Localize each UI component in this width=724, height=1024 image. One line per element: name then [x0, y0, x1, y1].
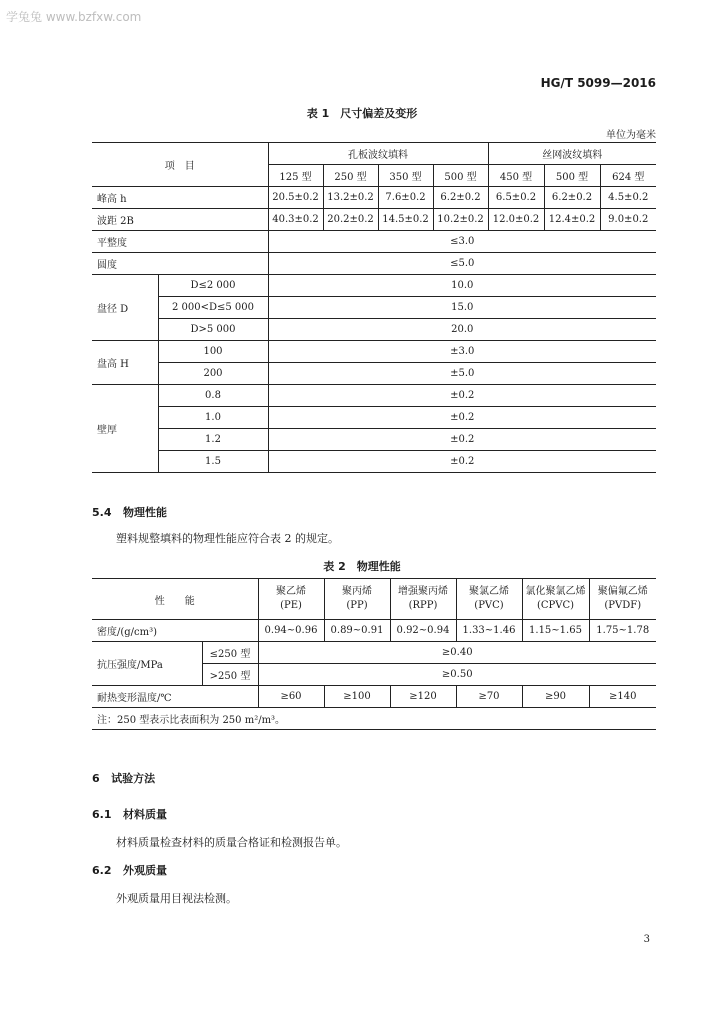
table1-cond: 0.8	[158, 385, 268, 407]
section-title: 外观质量	[123, 864, 167, 877]
flatness-value: ≤3.0	[268, 231, 656, 253]
wall-thickness-label: 壁厚	[92, 385, 158, 473]
table2-cell: ≥90	[522, 686, 589, 708]
table1-cell: 6.2±0.2	[433, 187, 488, 209]
table1-cell: 9.0±0.2	[600, 209, 656, 231]
table1-model: 350 型	[378, 165, 433, 187]
table2-header-row	[92, 579, 656, 620]
section-heading-6-1	[92, 806, 167, 822]
table1-cond: 100	[158, 341, 268, 363]
table1-cond: D≤2 000	[158, 275, 268, 297]
material-header: 氯化聚氯乙烯 (CPVC)	[522, 579, 589, 620]
table1-cell: ±3.0	[268, 341, 656, 363]
section-number: 6.2	[92, 864, 112, 877]
table1-cell: 15.0	[268, 297, 656, 319]
standard-number: HG/T 5099—2016	[540, 76, 656, 90]
table1-cond: 1.2	[158, 429, 268, 451]
table2-physical-properties	[92, 578, 656, 730]
table2-cell: ≥120	[390, 686, 456, 708]
table2-cell: 1.33~1.46	[456, 620, 522, 642]
table1-cell: 6.2±0.2	[544, 187, 600, 209]
table1-model: 500 型	[433, 165, 488, 187]
table1-row-peak	[92, 187, 656, 209]
table1-cell: 13.2±0.2	[323, 187, 378, 209]
table1-cond: D>5 000	[158, 319, 268, 341]
table1-cond: 1.0	[158, 407, 268, 429]
watermark: 学兔兔 www.bzfxw.com	[6, 10, 142, 24]
table1-row-disc-dia	[92, 319, 656, 341]
table1-cell: 7.6±0.2	[378, 187, 433, 209]
table2-cond: ≤250 型	[202, 642, 258, 664]
density-label: 密度/(g/cm³)	[92, 620, 258, 642]
paragraph-5-4: 塑料规整填料的物理性能应符合表 2 的规定。	[116, 532, 339, 545]
material-header: 聚丙烯 (PP)	[324, 579, 390, 620]
table2-cell: ≥60	[258, 686, 324, 708]
heat-deflection-label: 耐热变形温度/℃	[92, 686, 258, 708]
table2-cell: ≥100	[324, 686, 390, 708]
table1-cell: 6.5±0.2	[488, 187, 544, 209]
table1-cell: ±5.0	[268, 363, 656, 385]
table2-cell: ≥0.50	[258, 664, 656, 686]
table1-cell: 20.0	[268, 319, 656, 341]
section-number: 6	[92, 772, 100, 785]
disc-diameter-label: 盘径 D	[92, 275, 158, 341]
table1-dimensional-deviation	[92, 142, 656, 473]
table2-row-heat	[92, 686, 656, 708]
table2-row-compress	[92, 642, 656, 664]
table1-group-perforated: 孔板波纹填料	[268, 143, 488, 165]
table2-cell: ≥140	[589, 686, 656, 708]
table1-cell: ±0.2	[268, 429, 656, 451]
table2-cell: 1.15~1.65	[522, 620, 589, 642]
table1-row-disc-dia	[92, 297, 656, 319]
section-title: 物理性能	[123, 506, 167, 519]
roundness-label: 圆度	[92, 253, 268, 275]
table2-cell: 0.89~0.91	[324, 620, 390, 642]
table1-row-roundness	[92, 253, 656, 275]
table1-cond: 200	[158, 363, 268, 385]
table2-cell: 1.75~1.78	[589, 620, 656, 642]
table1-row-wall	[92, 385, 656, 407]
section-number: 6.1	[92, 808, 112, 821]
table1-group-wire-mesh: 丝网波纹填料	[488, 143, 656, 165]
disc-height-label: 盘高 H	[92, 341, 158, 385]
section-title: 试验方法	[111, 772, 156, 785]
table2-cell: 0.92~0.94	[390, 620, 456, 642]
flatness-label: 平整度	[92, 231, 268, 253]
table1-unit: 单位为毫米	[606, 130, 656, 141]
table1-header-item: 项 目	[92, 143, 268, 187]
table1-cell: 40.3±0.2	[268, 209, 323, 231]
section-heading-6	[92, 770, 155, 786]
table1-cell: ±0.2	[268, 385, 656, 407]
table1-cell: ±0.2	[268, 407, 656, 429]
table1-cell: 4.5±0.2	[600, 187, 656, 209]
compressive-strength-label: 抗压强度/MPa	[92, 642, 202, 686]
table1-cell: 10.2±0.2	[433, 209, 488, 231]
table1-model: 500 型	[544, 165, 600, 187]
table2-row-note	[92, 708, 656, 730]
section-heading-6-2	[92, 862, 167, 878]
table1-model: 450 型	[488, 165, 544, 187]
material-header: 聚乙烯 (PE)	[258, 579, 324, 620]
table1-model: 624 型	[600, 165, 656, 187]
table1-cond: 1.5	[158, 451, 268, 473]
table1-row-wave	[92, 209, 656, 231]
peak-height-label: 峰高 h	[92, 187, 268, 209]
table1-model: 250 型	[323, 165, 378, 187]
table1-header-row	[92, 143, 656, 165]
table1-cell: 14.5±0.2	[378, 209, 433, 231]
table2-header-item: 性 能	[92, 579, 258, 620]
table1-row-wall	[92, 429, 656, 451]
table1-cell: 12.0±0.2	[488, 209, 544, 231]
table1-row-wall	[92, 451, 656, 473]
table1-cell: 10.0	[268, 275, 656, 297]
table1-row-disc-height	[92, 341, 656, 363]
table1-row-wall	[92, 407, 656, 429]
roundness-value: ≤5.0	[268, 253, 656, 275]
table1-cell: ±0.2	[268, 451, 656, 473]
table2-note: 注：250 型表示比表面积为 250 m²/m³。	[92, 708, 656, 730]
table1-caption: 表 1 尺寸偏差及变形	[306, 107, 418, 120]
paragraph-6-2: 外观质量用目视法检测。	[116, 892, 237, 905]
section-number: 5.4	[92, 506, 112, 519]
material-header: 增强聚丙烯 (RPP)	[390, 579, 456, 620]
table2-row-density	[92, 620, 656, 642]
table1-cell: 12.4±0.2	[544, 209, 600, 231]
table2-cond: >250 型	[202, 664, 258, 686]
section-title: 材料质量	[123, 808, 167, 821]
table1-row-disc-height	[92, 363, 656, 385]
material-header: 聚偏氟乙烯 (PVDF)	[589, 579, 656, 620]
table1-model: 125 型	[268, 165, 323, 187]
table2-cell: 0.94~0.96	[258, 620, 324, 642]
table1-cond: 2 000<D≤5 000	[158, 297, 268, 319]
page-number: 3	[643, 934, 650, 945]
table1-cell: 20.5±0.2	[268, 187, 323, 209]
table2-cell: ≥70	[456, 686, 522, 708]
table2-cell: ≥0.40	[258, 642, 656, 664]
table1-row-disc-dia	[92, 275, 656, 297]
material-header: 聚氯乙烯 (PVC)	[456, 579, 522, 620]
table1-cell: 20.2±0.2	[323, 209, 378, 231]
section-heading-5-4	[92, 504, 167, 520]
wave-pitch-label: 波距 2B	[92, 209, 268, 231]
table2-caption: 表 2 物理性能	[323, 560, 401, 573]
paragraph-6-1: 材料质量检查材料的质量合格证和检测报告单。	[116, 836, 347, 849]
table1-row-flatness	[92, 231, 656, 253]
